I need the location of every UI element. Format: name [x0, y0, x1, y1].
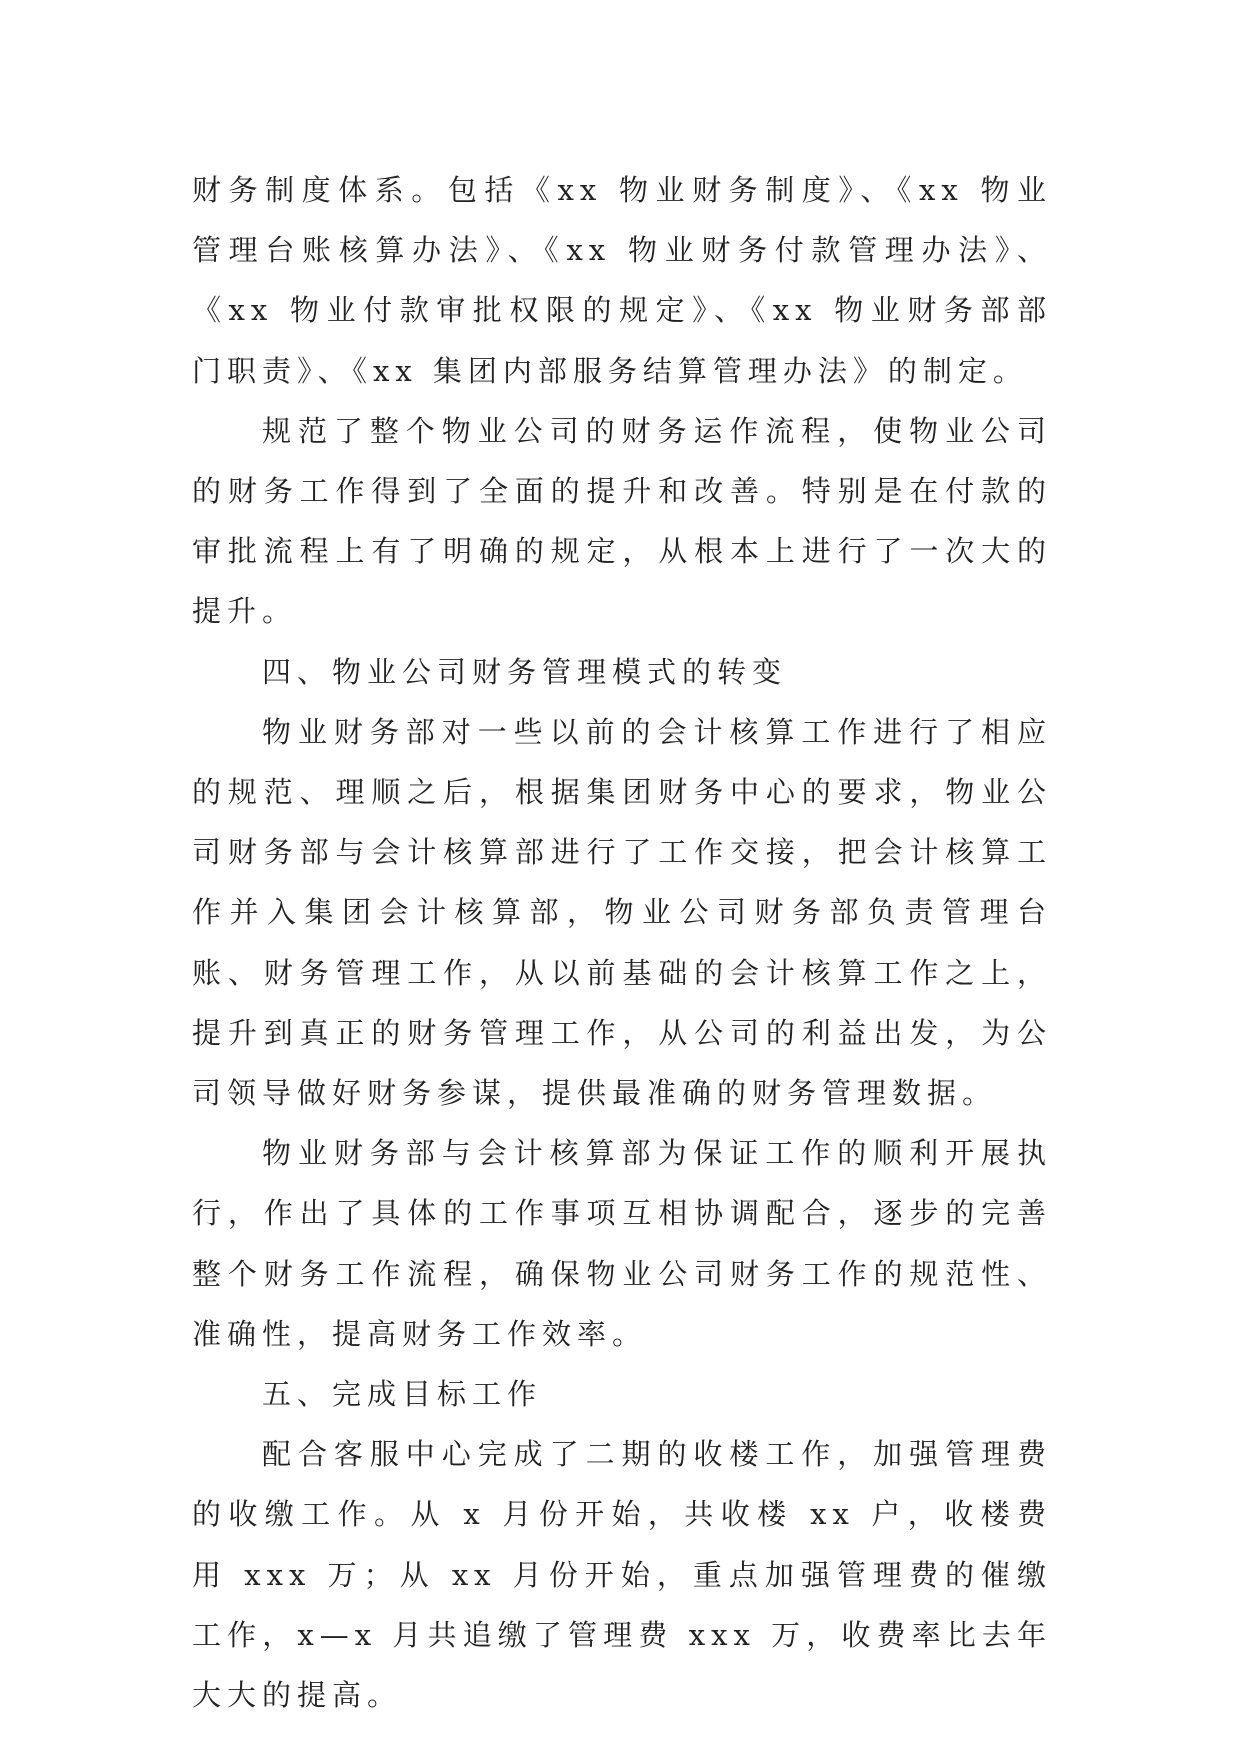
paragraph-finance-system: 财务制度体系。包括《xx 物业财务制度》、《xx 物业管理台账核算办法》、《xx 物业财务付款管理办法》、《xx 物业付款审批权限的规定》、《xx 物业财务部部门职责》、《xx 集团内部服务结算管理办法》的制定。: [192, 173, 1052, 388]
paragraph-management-mode: 物业财务部对一些以前的会计核算工作进行了相应的规范、理顺之后，根据集团财务中心的要求，物业公司财务部与会计核算部进行了工作交接，把会计核算工作并入集团会计核算部，物业公司财务部负责管理台账、财务管理工作，从以前基础的会计核算工作之上，提升到真正的财务管理工作，从公司的利益出发，为公司领导做好财务参谋，提供最准确的财务管理数据。: [192, 714, 1052, 1111]
section-heading-5: 五、完成目标工作: [262, 1377, 543, 1412]
section-heading-4: 四、物业公司财务管理模式的转变: [262, 654, 788, 689]
document-body: [192, 160, 1052, 1725]
paragraph-coordination: 物业财务部与会计核算部为保证工作的顺利开展执行，作出了具体的工作事项互相协调配合，逐步的完善整个财务工作流程，确保物业公司财务工作的规范性、准确性，提高财务工作效率。: [192, 1136, 1052, 1351]
paragraph-process-standardization: 规范了整个物业公司的财务运作流程，使物业公司的财务工作得到了全面的提升和改善。特别是在付款的审批流程上有了明确的规定，从根本上进行了一次大的提升。: [192, 413, 1052, 629]
paragraph-target-work: 配合客服中心完成了二期的收楼工作，加强管理费的收缴工作。从 x 月份开始，共收楼 xx 户，收楼费用 xxx 万；从 xx 月份开始，重点加强管理费的催缴工作，x—x 月共追缴了管理费 xxx 万，收费率比去年大大的提高。: [192, 1437, 1052, 1713]
